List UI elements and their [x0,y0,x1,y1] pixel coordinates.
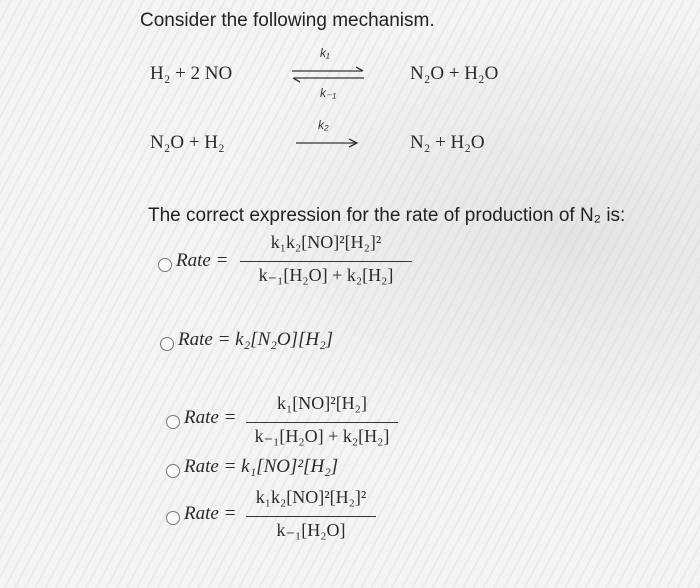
option-e-denominator: k₋₁[H₂O] [276,520,346,540]
option-a-numerator: k₁k₂[NO]²[H₂]² [270,232,382,252]
step1-products: N₂O + H₂O [410,63,499,84]
option-a-denominator: k₋₁[H₂O] + k₂[H₂] [258,265,394,285]
fraction-bar [246,422,398,423]
option-c-numerator: k₁[NO]²[H₂] [277,393,367,413]
step2-k-forward: k₂ [318,118,329,132]
equilibrium-arrow-icon [288,64,368,86]
step1-reactants: H₂ + 2 NO [150,63,233,84]
option-e-fraction [246,483,376,545]
option-a-radio[interactable] [158,258,172,272]
fraction-bar [246,516,376,517]
step1-k-forward: k₁ [320,46,330,60]
option-e-radio[interactable] [166,511,180,525]
option-c-fraction [246,389,398,451]
option-a-lhs: Rate = [176,250,229,271]
option-c-denominator: k₋₁[H₂O] + k₂[H₂] [254,426,390,446]
forward-arrow-icon [294,136,360,150]
option-d-expression: Rate = k₁[NO]²[H₂] [184,456,339,477]
step2-reactants: N₂O + H₂ [150,132,225,153]
option-b-radio[interactable] [160,337,174,351]
option-c-lhs: Rate = [184,407,237,428]
step1-k-reverse: k₋₁ [320,86,337,100]
option-e-numerator: k₁k₂[NO]²[H₂]² [255,487,367,507]
question-prompt: The correct expression for the rate of production of N₂ is: [148,205,626,226]
option-c-radio[interactable] [166,415,180,429]
option-a-fraction [240,228,412,290]
fraction-bar [240,261,412,262]
option-b-expression: Rate = k₂[N₂O][H₂] [178,329,334,350]
step2-products: N₂ + H₂O [410,132,485,153]
option-e-lhs: Rate = [184,503,237,524]
option-d-radio[interactable] [166,464,180,478]
question-title: Consider the following mechanism. [140,10,435,31]
